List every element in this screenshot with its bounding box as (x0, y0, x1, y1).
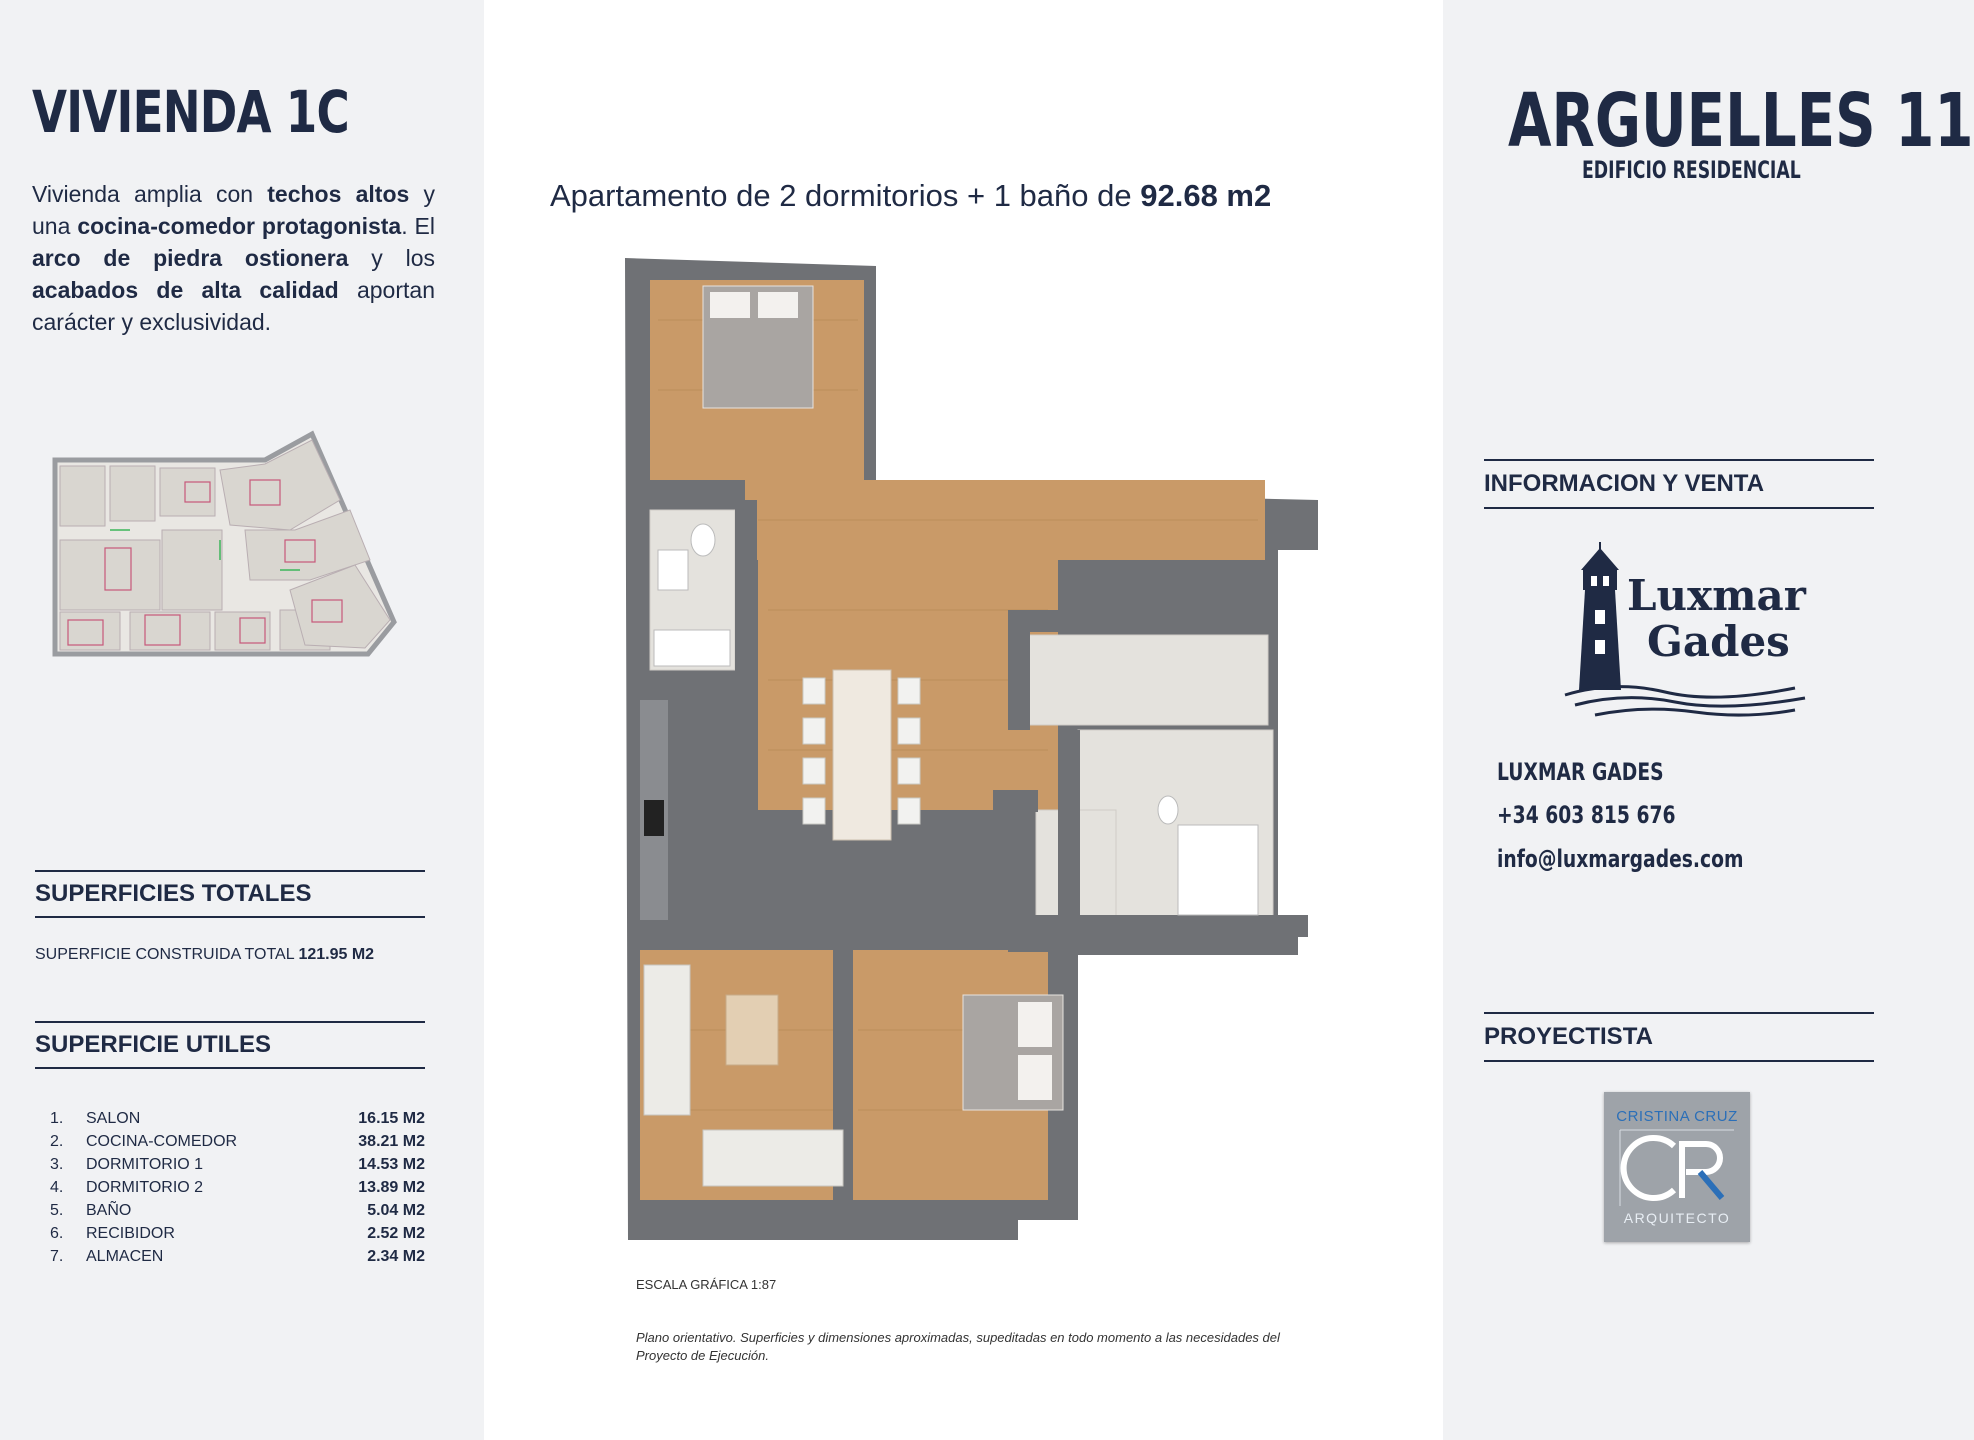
room-name: RECIBIDOR (86, 1225, 175, 1242)
left-panel (0, 0, 482, 1440)
room-area: 5.04 M2 (367, 1202, 425, 1219)
building-subtitle: EDIFICIO RESIDENCIAL (1582, 156, 1801, 184)
building-name: ARGUELLES 11 (1508, 78, 1974, 164)
room-area: 13.89 M2 (358, 1179, 425, 1196)
logo-text-gades: Gades (1647, 617, 1790, 666)
room-number: 6. (50, 1225, 64, 1242)
room-area-row (50, 1130, 425, 1153)
room-area-row (50, 1199, 425, 1222)
architect-name: CRISTINA CRUZ (1616, 1108, 1738, 1125)
room-number: 5. (50, 1202, 64, 1219)
room-name: DORMITORIO 2 (86, 1179, 204, 1196)
logo-text-luxmar: Luxmar (1627, 571, 1806, 620)
room-area: 16.15 M2 (358, 1110, 425, 1127)
luxmar-gades-logo (1555, 540, 1815, 720)
room-name: COCINA-COMEDOR (86, 1133, 238, 1150)
cr-monogram-icon (1616, 1128, 1738, 1208)
description-text: aportan carácter y exclusividad. (32, 277, 435, 335)
room-area-row (50, 1153, 425, 1176)
plan-disclaimer: Plano orientativo. Superficies y dimensiones aproximadas, supeditadas en todo momento a las necesidades del Proyecto de Ejecución. (636, 1330, 1280, 1363)
room-area: 2.52 M2 (367, 1225, 425, 1242)
room-number: 4. (50, 1179, 64, 1196)
description-highlight: acabados de alta calidad (32, 277, 339, 303)
total-built-area: SUPERFICIE CONSTRUIDA TOTAL 121.95 M2 (35, 946, 375, 963)
description-highlight: techos altos (267, 181, 410, 207)
room-name: DORMITORIO 1 (86, 1156, 204, 1173)
room-name: BAÑO (86, 1202, 132, 1219)
info-sales-heading: INFORMACION Y VENTA (1484, 459, 1874, 509)
contact-name: LUXMAR GADES (1497, 758, 1664, 786)
description-text: Vivienda amplia con (32, 181, 268, 207)
description-highlight: arco de piedra ostionera (32, 245, 349, 271)
room-area-row (50, 1222, 425, 1245)
description-text: . El (401, 213, 436, 239)
floor-plan (618, 250, 1338, 1240)
room-name: ALMACEN (86, 1248, 164, 1265)
contact-email[interactable]: info@luxmargades.com (1497, 845, 1744, 873)
room-number: 7. (50, 1248, 64, 1265)
room-number: 2. (50, 1133, 64, 1150)
description-text: y los (348, 245, 436, 271)
totals-heading: SUPERFICIES TOTALES (35, 870, 425, 918)
room-number: 3. (50, 1156, 64, 1173)
room-areas-list (50, 1107, 425, 1268)
architect-logo (1604, 1092, 1750, 1242)
room-number: 1. (50, 1110, 64, 1127)
plan-heading: Apartamento de 2 dormitorios + 1 baño de 92.68 m2 (550, 178, 1272, 213)
building-keymap (50, 430, 460, 740)
room-area-row (50, 1176, 425, 1199)
room-area: 38.21 M2 (358, 1133, 425, 1150)
unit-description (32, 178, 435, 338)
architect-title: ARQUITECTO (1623, 1210, 1731, 1226)
room-area-row (50, 1245, 425, 1268)
description-highlight: cocina-comedor protagonista (77, 213, 402, 239)
room-area: 2.34 M2 (367, 1248, 425, 1265)
utiles-heading: SUPERFICIE UTILES (35, 1021, 425, 1069)
proyectista-heading: PROYECTISTA (1484, 1012, 1874, 1062)
plan-scale: ESCALA GRÁFICA 1:87 (636, 1277, 777, 1292)
room-area: 14.53 M2 (358, 1156, 425, 1173)
contact-phone[interactable]: +34 603 815 676 (1497, 801, 1676, 829)
room-name: SALON (86, 1110, 141, 1127)
room-area-row (50, 1107, 425, 1130)
description-text: y una (32, 181, 435, 239)
unit-title: VIVIENDA 1C (32, 78, 349, 146)
